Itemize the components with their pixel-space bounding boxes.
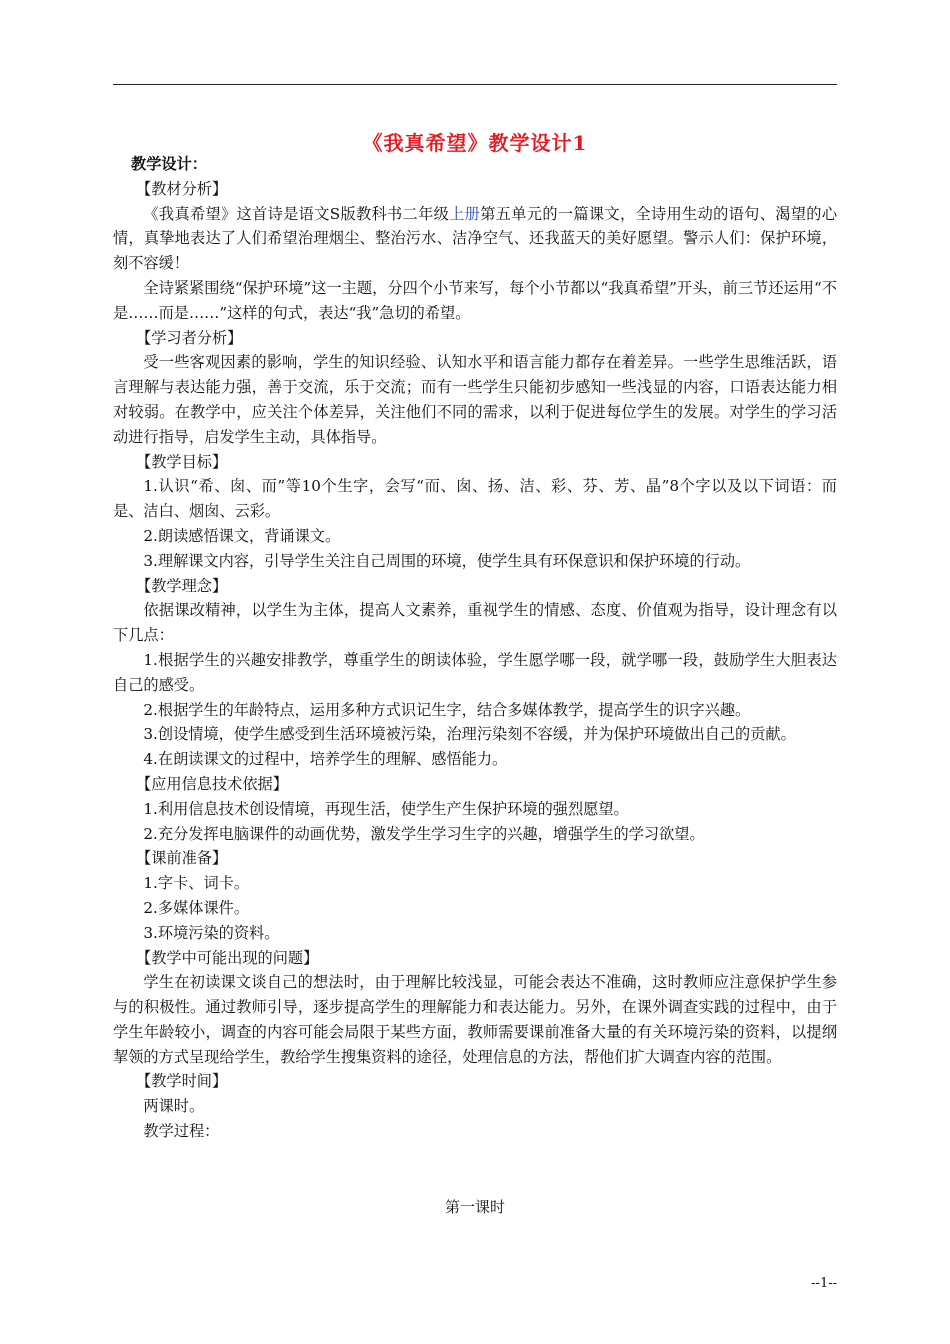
goal-item: 2.朗读感悟课文，背诵课文。: [143, 526, 341, 545]
heading-tech: 【应用信息技术依据】: [136, 774, 288, 793]
tech-item: 2.充分发挥电脑课件的动画优势，激发学生学习生字的兴趣，增强学生的学习欲望。: [143, 824, 705, 843]
page-number: --1--: [811, 1276, 837, 1291]
process-label: 教学过程：: [143, 1122, 220, 1141]
heading-goals: 【教学目标】: [136, 452, 228, 471]
concept-item: 1.根据学生的兴趣安排教学，尊重学生的朗读体验，学生愿学哪一段，就学哪一段，鼓励学生大胆表达自己的感受。: [113, 650, 837, 694]
prep-item: 2.多媒体课件。: [143, 898, 250, 917]
heading-concept: 【教学理念】: [136, 576, 228, 595]
prep-item: 3.环境污染的资料。: [143, 923, 280, 942]
analysis-paragraph-1: 《我真希望》这首诗是语文S版教科书二年级上册第五单元的一篇课文，全诗用生动的语句、渴望的心情，真挚地表达了人们希望治理烟尘、整治污水、洁净空气、还我蓝天的美好愿望。警示人们：保护环境，刻不容缓！: [113, 204, 838, 273]
learner-paragraph: 受一些客观因素的影响，学生的知识经验、认知水平和语言能力都存在着差异。一些学生思维活跃，语言理解与表达能力强，善于交流，乐于交流；而有一些学生只能初步感知一些浅显的内容，口语表达能力相对较弱。在教学中，应关注个体差异，关注他们不同的需求，以利于促进每位学生的发展。对学生的学习活动进行指导，启发学生主动，具体指导。: [113, 353, 837, 446]
document-body: [113, 152, 837, 1144]
goal-item: 3.理解课文内容，引导学生关注自己周围的环境，使学生具有环保意识和保护环境的行动。: [143, 551, 751, 570]
concept-intro: 依据课改精神，以学生为主体，提高人文素养，重视学生的情感、态度、价值观为指导，设计理念有以下几点：: [113, 601, 837, 645]
heading-learner: 【学习者分析】: [136, 328, 243, 347]
lesson-heading: 第一课时: [444, 1198, 505, 1216]
grade-volume-link[interactable]: 上册: [449, 204, 481, 223]
header-rule: [113, 84, 837, 85]
heading-prep: 【课前准备】: [136, 849, 228, 868]
design-lead: 教学设计：: [131, 155, 207, 173]
analysis-paragraph-2: 全诗紧紧围绕“保护环境”这一主题，分四个小节来写，每个小节都以“我真希望”开头，前三节还运用“不是……而是……”这样的句式，表达“我”急切的希望。: [113, 278, 837, 322]
heading-time: 【教学时间】: [136, 1072, 228, 1091]
heading-analysis: 【教材分析】: [136, 179, 228, 198]
goal-item: 1.认识“希、囱、而”等10个生字，会写“而、囱、扬、洁、彩、芬、芳、晶”8个字以及以下词语：而是、洁白、烟囱、云彩。: [113, 477, 837, 521]
concept-item: 2.根据学生的年龄特点，运用多种方式识记生字，结合多媒体教学，提高学生的识字兴趣。: [143, 700, 751, 719]
concept-item: 3.创设情境，使学生感受到生活环境被污染，治理污染刻不容缓，并为保护环境做出自己的贡献。: [143, 725, 796, 744]
prep-item: 1.字卡、词卡。: [143, 874, 250, 893]
document-title: 《我真希望》教学设计1: [362, 131, 588, 155]
time-value: 两课时。: [143, 1097, 205, 1116]
problems-paragraph: 学生在初读课文谈自己的想法时，由于理解比较浅显，可能会表达不准确，这时教师应注意保护学生参与的积极性。通过教师引导，逐步提高学生的理解能力和表达能力。另外，在课外调查实践的过程中，由于学生年龄较小，调查的内容可能会局限于某些方面，教师需要课前准备大量的有关环境污染的资料，以提纲挈领的方式呈现给学生，教给学生搜集资料的途径，处理信息的方法，帮他们扩大调查内容的范围。: [113, 973, 837, 1066]
tech-item: 1.利用信息技术创设情境，再现生活，使学生产生保护环境的强烈愿望。: [143, 799, 629, 818]
concept-item: 4.在朗读课文的过程中，培养学生的理解、感悟能力。: [143, 750, 508, 769]
heading-problems: 【教学中可能出现的问题】: [136, 948, 319, 967]
